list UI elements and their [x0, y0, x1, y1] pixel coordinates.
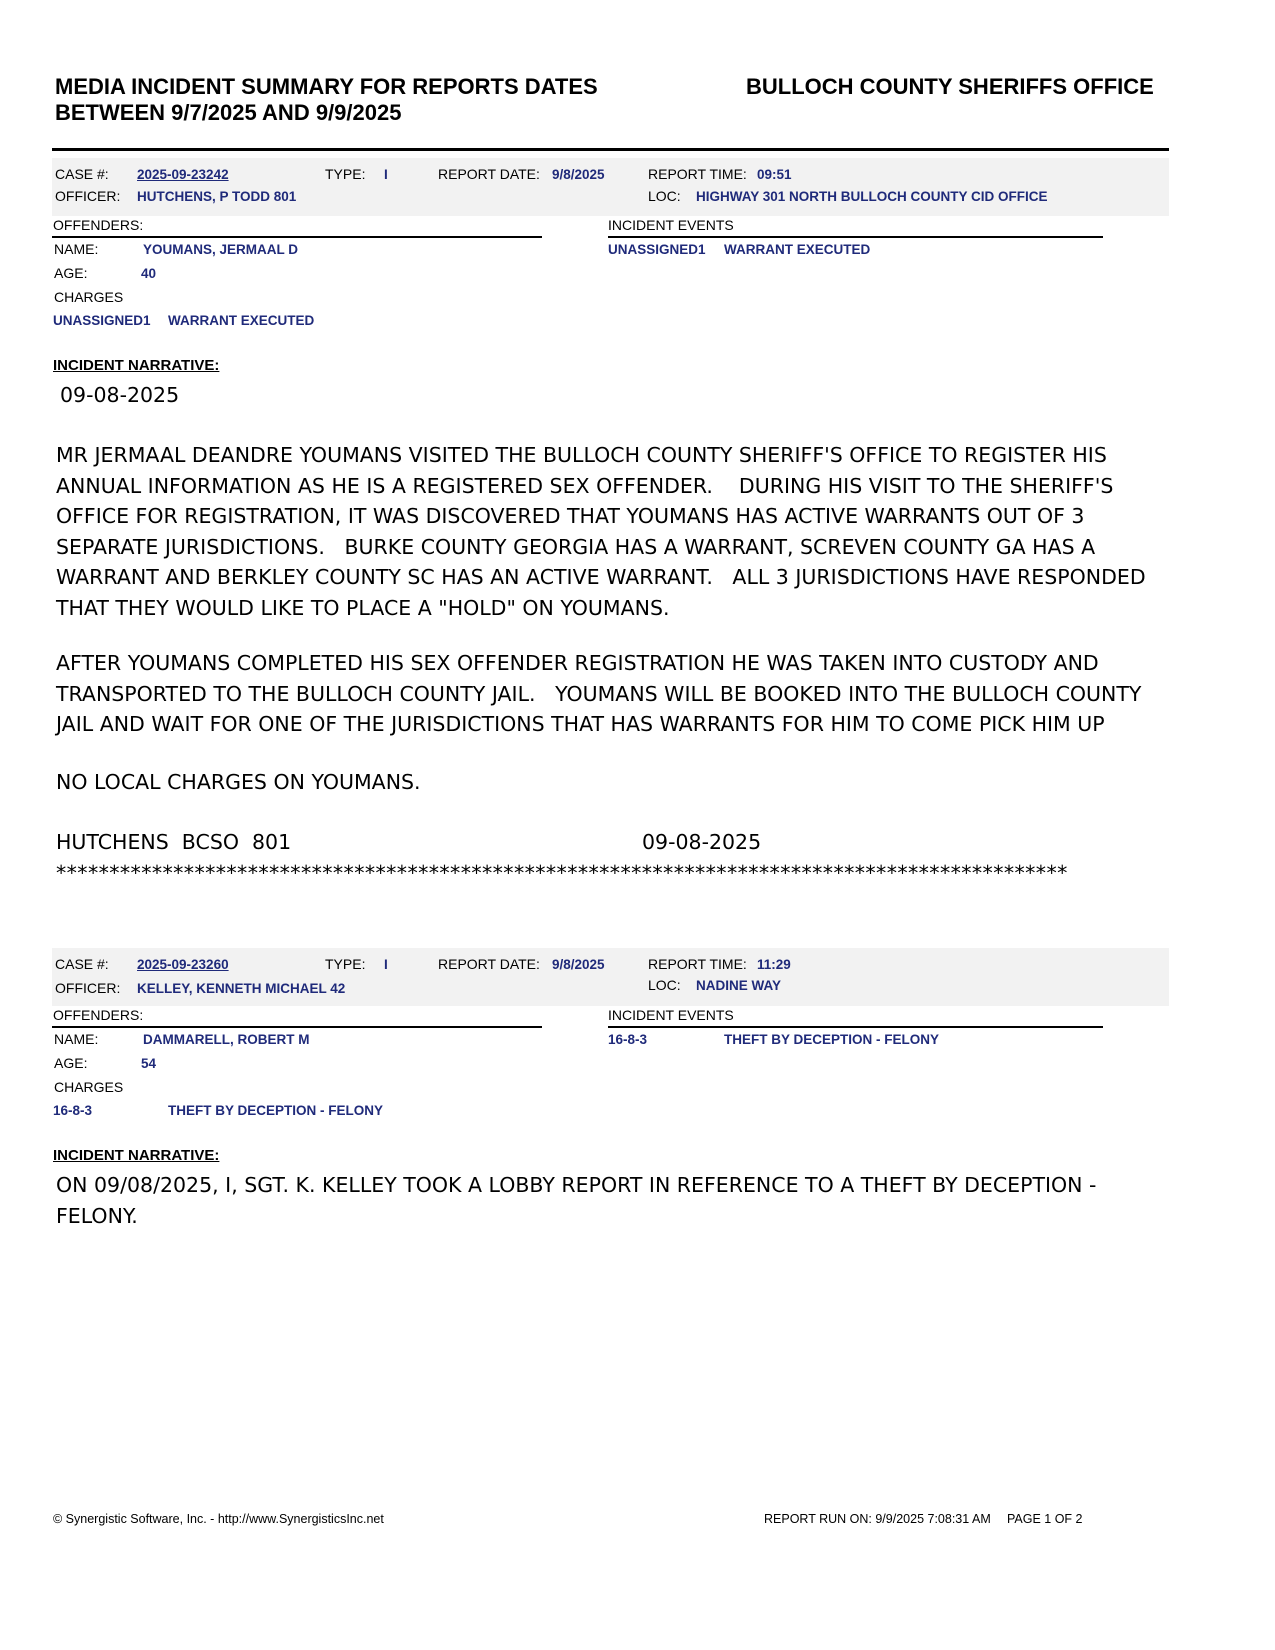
report-date-label: REPORT DATE:: [438, 956, 540, 972]
narrative-paragraph-3: NO LOCAL CHARGES ON YOUMANS.: [56, 770, 421, 794]
report-title: [55, 74, 598, 126]
footer-copyright: © Synergistic Software, Inc. - http://www.SynergisticsInc.net: [53, 1512, 384, 1526]
location-value: NADINE WAY: [696, 978, 782, 993]
officer-value: HUTCHENS, P TODD 801: [137, 189, 297, 204]
offender-age-value: 40: [141, 266, 157, 281]
header-divider: [52, 148, 1169, 151]
footer-page-number: PAGE 1 OF 2: [1007, 1512, 1083, 1526]
case-number-label: CASE #:: [55, 166, 109, 182]
offender-age-label: AGE:: [54, 1055, 88, 1071]
narrative-signature-date: 09-08-2025: [642, 830, 762, 854]
narrative-date: 09-08-2025: [60, 383, 180, 407]
case-number-link[interactable]: 2025-09-23242: [137, 167, 229, 182]
narrative-heading: INCIDENT NARRATIVE:: [53, 1147, 220, 1164]
offender-name-label: NAME:: [54, 1031, 99, 1047]
report-date-label: REPORT DATE:: [438, 166, 540, 182]
type-label: TYPE:: [325, 956, 366, 972]
narrative-paragraph-1: ON 09/08/2025, I, SGT. K. KELLEY TOOK A LOBBY REPORT IN REFERENCE TO A THEFT BY DECEPTION - FELONY.: [56, 1173, 1103, 1228]
offenders-divider: [52, 1026, 542, 1028]
offender-name-label: NAME:: [54, 241, 99, 257]
type-label: TYPE:: [325, 166, 366, 182]
offenders-heading: OFFENDERS:: [53, 217, 144, 233]
case-number-label: CASE #:: [55, 956, 109, 972]
event-code: UNASSIGNED1: [608, 242, 706, 257]
charge-description: THEFT BY DECEPTION - FELONY: [168, 1103, 384, 1118]
charge-code: UNASSIGNED1: [53, 313, 151, 328]
charge-code: 16-8-3: [53, 1103, 93, 1118]
report-time-label: REPORT TIME:: [648, 166, 747, 182]
event-description: WARRANT EXECUTED: [724, 242, 871, 257]
report-time-value: 11:29: [757, 957, 791, 972]
narrative-signature: HUTCHENS BCSO 801: [56, 830, 292, 854]
incident-events-heading: INCIDENT EVENTS: [608, 1007, 734, 1023]
charges-label: CHARGES: [54, 1079, 124, 1095]
location-value: HIGHWAY 301 NORTH BULLOCH COUNTY CID OFFICE: [696, 189, 1048, 204]
officer-label: OFFICER:: [55, 980, 121, 996]
offender-name-value: YOUMANS, JERMAAL D: [143, 242, 299, 257]
location-label: LOC:: [648, 188, 681, 204]
narrative-heading: INCIDENT NARRATIVE:: [53, 357, 220, 374]
case-number-link[interactable]: 2025-09-23260: [137, 957, 229, 972]
incident-events-divider: [608, 1026, 1103, 1028]
report-title-line1: MEDIA INCIDENT SUMMARY FOR REPORTS DATES: [55, 74, 598, 99]
report-time-label: REPORT TIME:: [648, 956, 747, 972]
officer-value: KELLEY, KENNETH MICHAEL 42: [137, 981, 346, 996]
incident-events-divider: [608, 236, 1103, 238]
charges-label: CHARGES: [54, 289, 124, 305]
incident-events-heading: INCIDENT EVENTS: [608, 217, 734, 233]
type-value: I: [384, 167, 388, 182]
location-label: LOC:: [648, 977, 681, 993]
type-value: I: [384, 957, 388, 972]
narrative-separator: ***********************************************************************************************: [56, 861, 1068, 885]
event-code: 16-8-3: [608, 1032, 648, 1047]
narrative-paragraph-2: AFTER YOUMANS COMPLETED HIS SEX OFFENDER REGISTRATION HE WAS TAKEN INTO CUSTODY AND TRANSPORTED TO THE BULLOCH COUNTY JAIL. YOUMANS WILL BE BOOKED INTO THE BULLOCH COUNTY JAIL AND WAIT FOR ONE OF THE JURISDICTIONS THAT HAS WARRANTS FOR HIM TO COME PICK HIM UP: [56, 651, 1148, 736]
offender-name-value: DAMMARELL, ROBERT M: [143, 1032, 310, 1047]
event-description: THEFT BY DECEPTION - FELONY: [724, 1032, 940, 1047]
report-title-line2: BETWEEN 9/7/2025 AND 9/9/2025: [55, 100, 402, 125]
report-time-value: 09:51: [757, 167, 792, 182]
officer-label: OFFICER:: [55, 188, 121, 204]
offenders-divider: [52, 236, 542, 238]
report-date-value: 9/8/2025: [552, 167, 605, 182]
footer-report-run-on: REPORT RUN ON: 9/9/2025 7:08:31 AM: [764, 1512, 991, 1526]
offender-age-label: AGE:: [54, 265, 88, 281]
narrative-paragraph-1: MR JERMAAL DEANDRE YOUMANS VISITED THE BULLOCH COUNTY SHERIFF'S OFFICE TO REGISTER HIS ANNUAL INFORMATION AS HE IS A REGISTERED SEX OFFENDER. DURING HIS VISIT TO THE SHERIFF'S OFFICE FOR REGISTRATION, IT WAS DISCOVERED THAT YOUMANS HAS ACTIVE WARRANTS OUT OF 3 SEPARATE JURISDICTIONS. BURKE COUNTY GEORGIA HAS A WARRANT, SCREVEN COUNTY GA HAS A WARRANT AND BERKLEY COUNTY SC HAS AN ACTIVE WARRANT. ALL 3 JURISDICTIONS HAVE RESPONDED THAT THEY WOULD LIKE TO PLACE A "HOLD" ON YOUMANS.: [56, 443, 1153, 620]
charge-description: WARRANT EXECUTED: [168, 313, 315, 328]
agency-name: BULLOCH COUNTY SHERIFFS OFFICE: [746, 74, 1154, 99]
report-date-value: 9/8/2025: [552, 957, 605, 972]
offenders-heading: OFFENDERS:: [53, 1007, 144, 1023]
offender-age-value: 54: [141, 1056, 157, 1071]
